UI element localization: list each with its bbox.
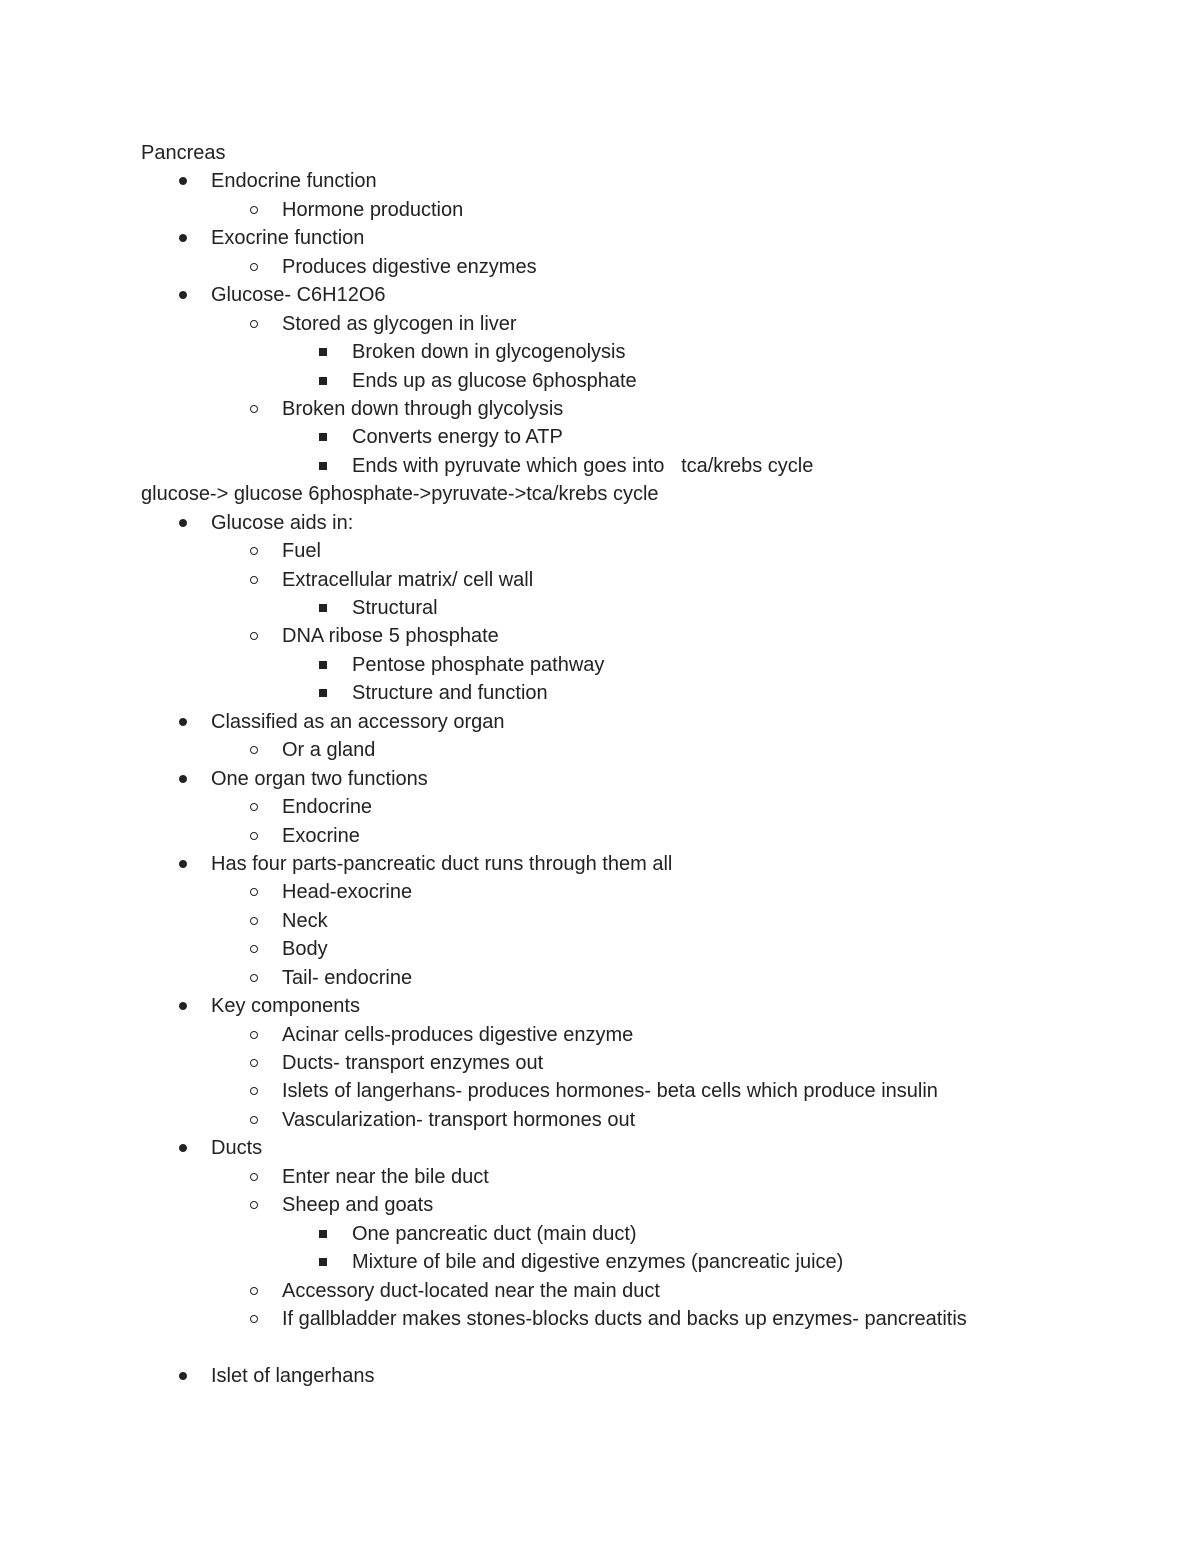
line-text: Head-exocrine [282,881,413,904]
line-text: Structural [352,597,438,619]
bullet-square-icon [316,452,330,480]
bullet-dot-icon [176,509,190,537]
line-text: DNA ribose 5 phosphate [282,625,499,648]
list-item-level-2 [0,1106,1200,1134]
list-item-level-2 [0,964,1200,992]
list-item-level-2 [0,907,1200,935]
line-text: Enter near the bile duct [282,1165,489,1188]
paragraph-line [0,480,1200,508]
list-item-level-2 [0,253,1200,281]
bullet-circle-icon [248,793,262,821]
bullet-square-icon [316,367,330,395]
line-text: Extracellular matrix/ cell wall [282,568,534,591]
line-text: Pancreas [141,142,226,164]
bullet-square-icon [316,651,330,679]
list-item-level-3 [0,423,1200,451]
bullet-dot-icon [176,992,190,1020]
line-text: Neck [282,909,328,932]
line-text: Acinar cells-produces digestive enzyme [282,1023,634,1046]
bullet-dot-icon [176,1134,190,1162]
line-text: Or a gland [282,739,376,762]
list-item-level-2 [0,310,1200,338]
bullet-circle-icon [248,1305,262,1333]
line-text: Stored as glycogen in liver [282,312,517,335]
line-text: Exocrine function [211,227,365,250]
line-text: Fuel [282,540,321,563]
line-text: Endocrine function [211,170,377,193]
bullet-circle-icon [248,907,262,935]
bullet-circle-icon [248,1277,262,1305]
list-item-level-2 [0,1163,1200,1191]
list-item-level-2 [0,395,1200,423]
line-text: Glucose- C6H12O6 [211,284,386,307]
bullet-circle-icon [248,1049,262,1077]
line-text: glucose-> glucose 6phosphate->pyruvate->tca/krebs cycle [141,483,659,506]
list-item-level-2 [0,822,1200,850]
bullet-square-icon [316,679,330,707]
bullet-square-icon [316,594,330,622]
list-item-level-3 [0,338,1200,366]
list-item-level-1 [0,708,1200,736]
line-text: Converts energy to ATP [352,426,563,449]
bullet-dot-icon [176,765,190,793]
line-text: Mixture of bile and digestive enzymes (pancreatic juice) [352,1251,844,1274]
list-item-level-2 [0,736,1200,764]
bullet-circle-icon [248,537,262,565]
list-item-level-1 [0,992,1200,1020]
line-text: Islets of langerhans- produces hormones- beta cells which produce insulin [282,1080,938,1103]
list-item-level-2 [0,1049,1200,1077]
bullet-dot-icon [176,281,190,309]
blank-line [0,1333,1200,1361]
bullet-dot-icon [176,1362,190,1390]
list-item-level-2 [0,1277,1200,1305]
bullet-dot-icon [176,708,190,736]
line-text: Ducts [211,1137,263,1160]
line-text: Structure and function [352,682,548,705]
bullet-circle-icon [248,964,262,992]
list-item-level-3 [0,679,1200,707]
list-item-level-3 [0,1220,1200,1248]
list-item-level-1 [0,850,1200,878]
bullet-circle-icon [248,253,262,281]
bullet-square-icon [316,1220,330,1248]
list-item-level-2 [0,878,1200,906]
list-item-level-2 [0,196,1200,224]
list-item-level-1 [0,765,1200,793]
line-text: One organ two functions [211,767,428,790]
line-text: Hormone production [282,198,464,221]
list-item-level-1 [0,1134,1200,1162]
bullet-circle-icon [248,395,262,423]
line-text: One pancreatic duct (main duct) [352,1222,637,1245]
list-item-level-2 [0,622,1200,650]
list-item-level-3 [0,1248,1200,1276]
bullet-circle-icon [248,878,262,906]
bullet-dot-icon [176,850,190,878]
line-text: Accessory duct-located near the main duct [282,1279,660,1302]
bullet-square-icon [316,1248,330,1276]
line-text: Exocrine [282,824,360,847]
line-text: Has four parts-pancreatic duct runs through them all [211,852,673,875]
bullet-circle-icon [248,1077,262,1105]
list-item-level-2 [0,1305,1200,1333]
bullet-circle-icon [248,822,262,850]
line-text: If gallbladder makes stones-blocks ducts and backs up enzymes- pancreatitis [282,1307,967,1330]
list-item-level-1 [0,224,1200,252]
list-item-level-1 [0,509,1200,537]
line-text: Key components [211,995,360,1018]
line-text: Sheep and goats [282,1194,434,1217]
list-item-level-2 [0,537,1200,565]
line-text: Islet of langerhans [211,1364,375,1387]
list-item-level-2 [0,1191,1200,1219]
list-item-level-2 [0,566,1200,594]
list-item-level-3 [0,367,1200,395]
document-body [0,139,1200,1390]
line-text: Tail- endocrine [282,966,413,989]
list-item-level-3 [0,651,1200,679]
list-item-level-2 [0,935,1200,963]
line-text: Broken down through glycolysis [282,397,564,420]
bullet-circle-icon [248,1191,262,1219]
bullet-square-icon [316,338,330,366]
bullet-circle-icon [248,1021,262,1049]
bullet-circle-icon [248,736,262,764]
list-item-level-3 [0,452,1200,480]
bullet-circle-icon [248,1163,262,1191]
bullet-circle-icon [248,1106,262,1134]
list-item-level-1 [0,281,1200,309]
list-item-level-3 [0,594,1200,622]
list-item-level-2 [0,793,1200,821]
bullet-square-icon [316,423,330,451]
line-text: Glucose aids in: [211,511,354,534]
line-text: Pentose phosphate pathway [352,653,605,676]
paragraph-line [0,139,1200,167]
line-text: Endocrine [282,796,373,819]
list-item-level-2 [0,1021,1200,1049]
line-text: Ends up as glucose 6phosphate [352,369,637,392]
line-text: Ducts- transport enzymes out [282,1052,544,1074]
bullet-circle-icon [248,196,262,224]
line-text: Broken down in glycogenolysis [352,341,626,364]
bullet-circle-icon [248,935,262,963]
bullet-dot-icon [176,167,190,195]
bullet-circle-icon [248,566,262,594]
line-text: Classified as an accessory organ [211,710,505,733]
line-text: Body [282,938,328,961]
bullet-circle-icon [248,622,262,650]
line-text: Vascularization- transport hormones out [282,1108,636,1131]
list-item-level-2 [0,1077,1200,1105]
bullet-dot-icon [176,224,190,252]
list-item-level-1 [0,1362,1200,1390]
line-text: Produces digestive enzymes [282,255,537,278]
list-item-level-1 [0,167,1200,195]
bullet-circle-icon [248,310,262,338]
line-text: Ends with pyruvate which goes into tca/krebs cycle [352,454,814,477]
